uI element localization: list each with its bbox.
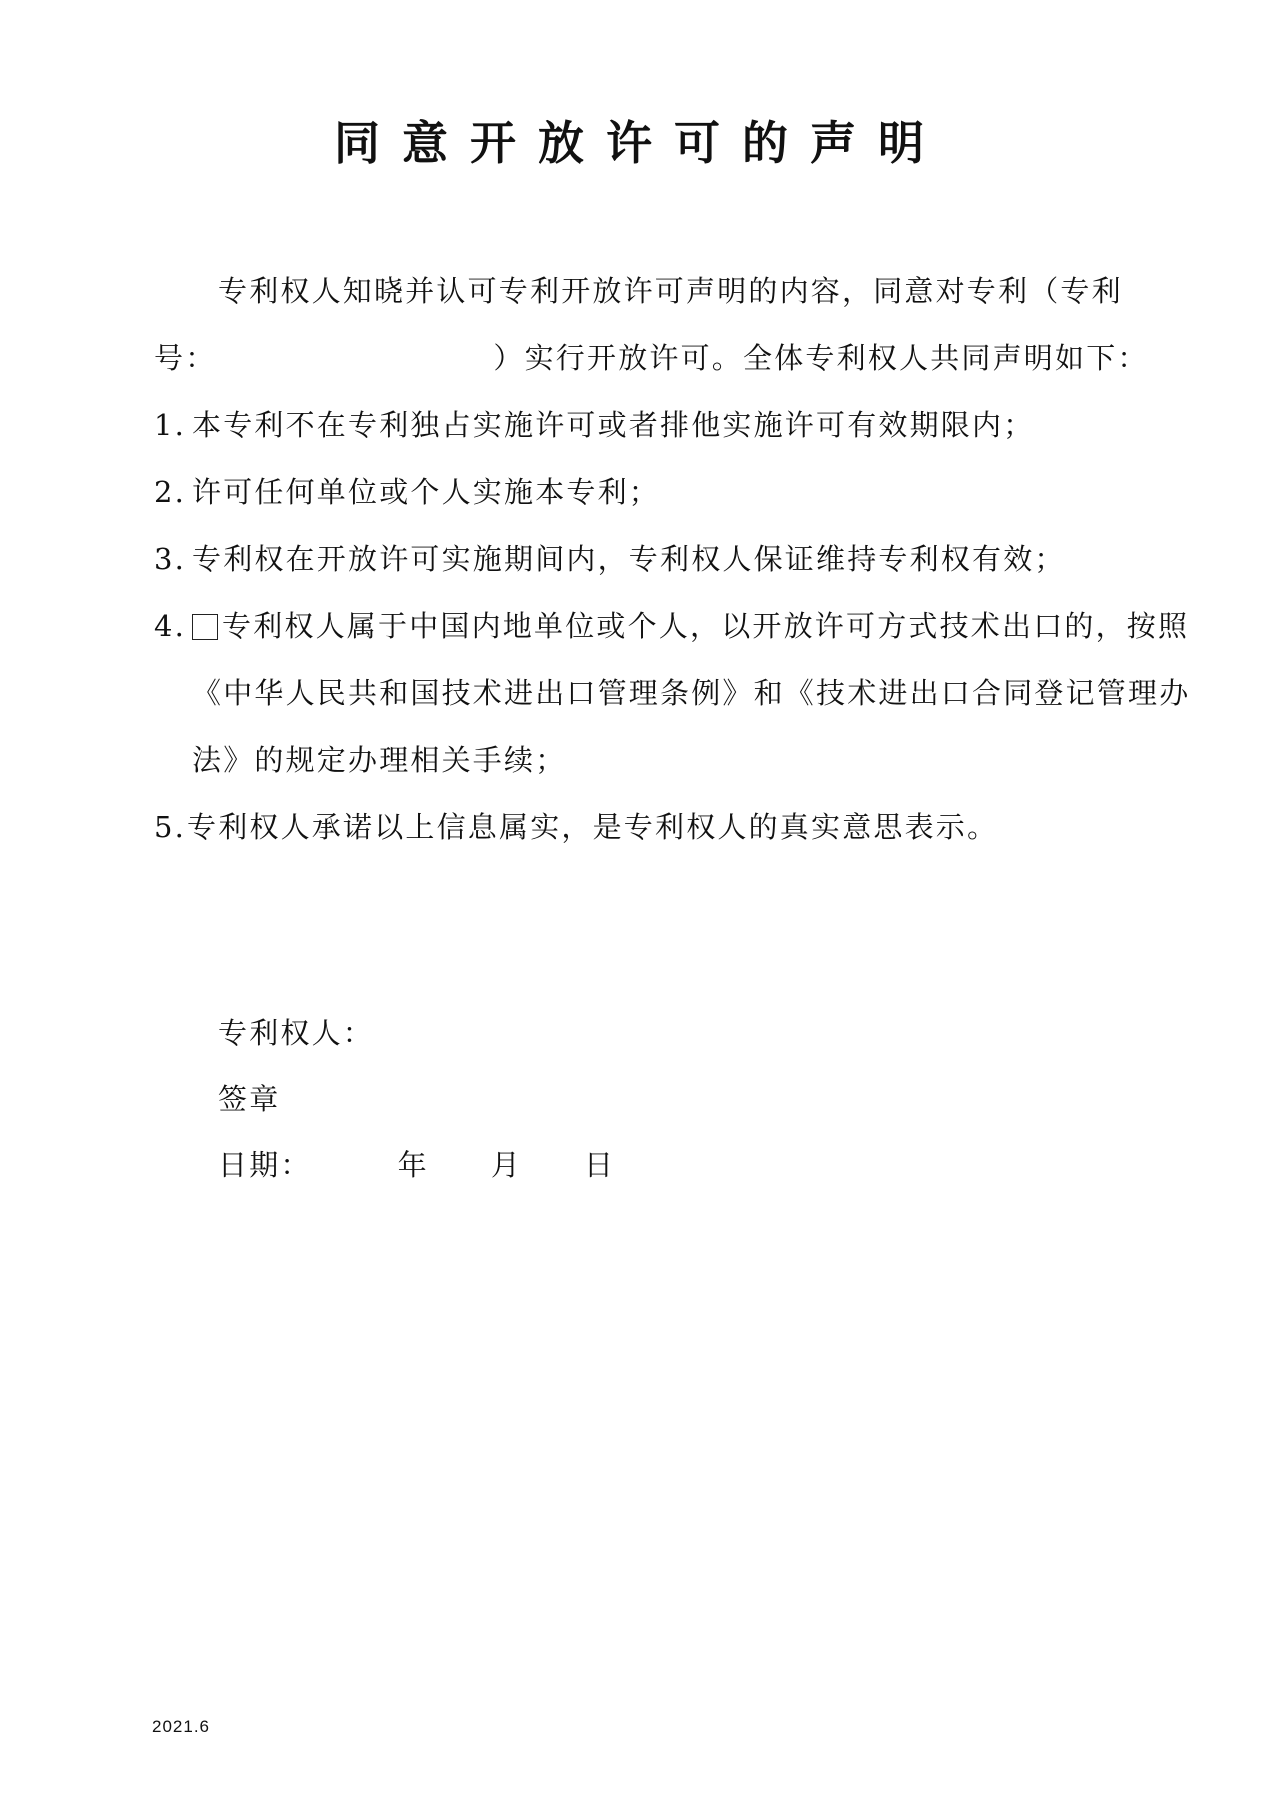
declaration-item-2	[154, 459, 1196, 526]
signature-block	[218, 1000, 615, 1198]
declaration-item-3	[154, 526, 1196, 593]
item-number: 3.	[154, 542, 187, 576]
item-text: 许可任何单位或个人实施本专利；	[192, 475, 661, 509]
declaration-item-1	[154, 392, 1196, 459]
intro-line-1: 专利权人知晓并认可专利开放许可声明的内容，同意对专利（专利	[218, 274, 1123, 308]
item-text: 本专利不在专利独占实施许可或者排他实施许可有效期限内；	[192, 408, 1035, 442]
item-text: 专利权在开放许可实施期间内，专利权人保证维持专利权有效；	[192, 542, 1066, 576]
document-title: 同意开放许可的声明	[334, 116, 946, 170]
day-label: 日	[584, 1148, 616, 1182]
item-number: 1.	[154, 408, 187, 442]
item-number: 2.	[154, 475, 187, 509]
item-number: 4.	[154, 609, 187, 643]
item-text-wrapper	[192, 593, 1196, 794]
item-number: 5.	[154, 810, 187, 844]
month-label: 月	[490, 1148, 523, 1182]
declaration-item-4	[154, 593, 1196, 794]
date-label: 日期：	[218, 1148, 312, 1182]
year-label: 年	[397, 1148, 429, 1182]
item-text: 专利权人属于中国内地单位或个人，以开放许可方式技术出口的，按照《中华人民共和国技术进出口管理条例》和《技术进出口合同登记管理办法》的规定办理相关手续；	[192, 609, 1191, 777]
intro-paragraph	[154, 258, 1196, 392]
intro-line-2	[154, 325, 1196, 392]
version-footer: 2021.6	[152, 1717, 210, 1736]
declaration-items	[154, 392, 1196, 861]
seal-label: 签章	[218, 1082, 281, 1116]
item-text: 专利权人承诺以上信息属实，是专利权人的真实意思表示。	[187, 810, 999, 844]
intro-line-2-suffix: ）实行开放许可。全体专利权人共同声明如下：	[493, 341, 1149, 375]
export-checkbox[interactable]	[192, 614, 218, 640]
date-row	[218, 1132, 615, 1198]
declaration-item-5	[154, 794, 1196, 861]
patent-holder-label: 专利权人：	[218, 1016, 375, 1050]
patent-number-label: 号：	[154, 341, 217, 375]
